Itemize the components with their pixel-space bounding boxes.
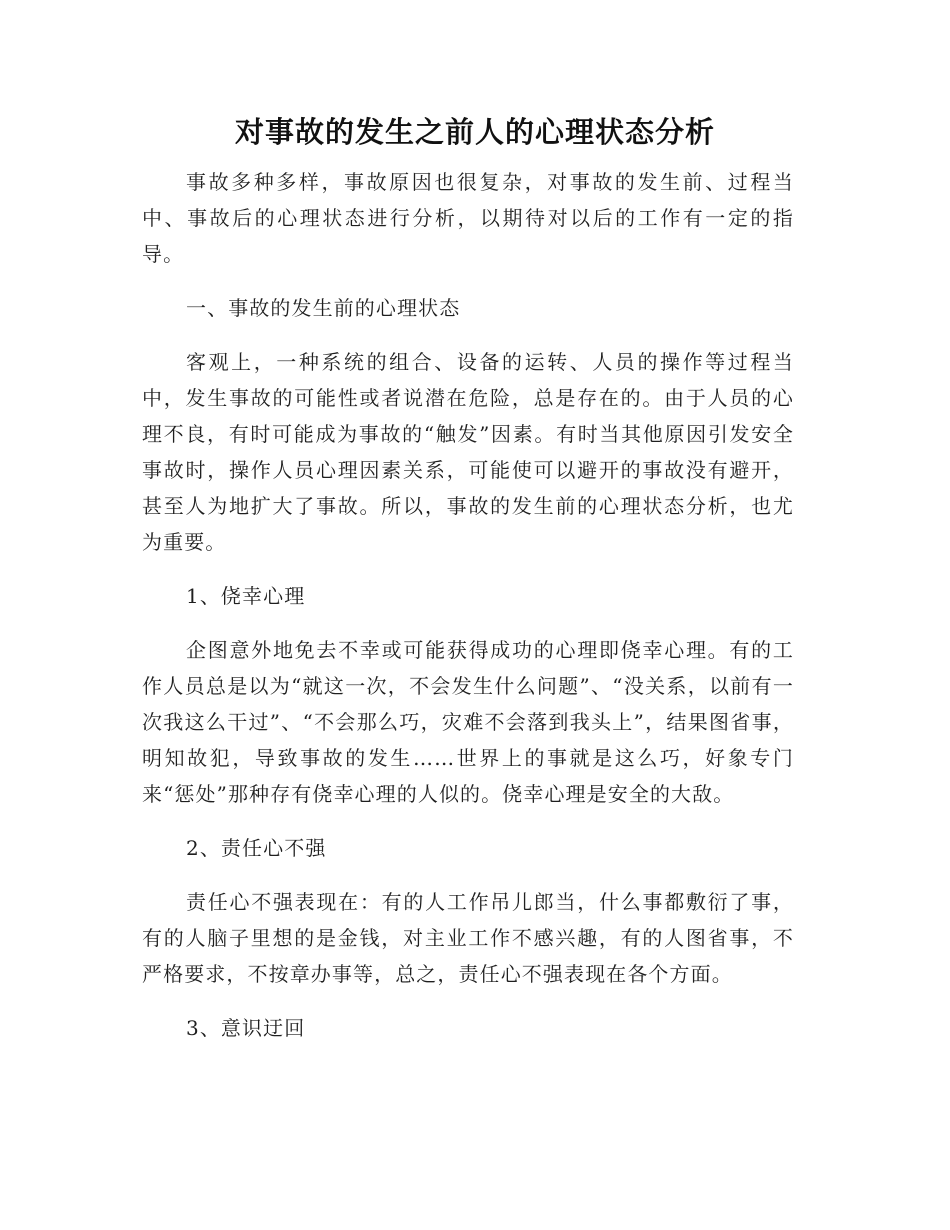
spacer [142,866,794,884]
spacer [142,272,794,290]
document-title: 对事故的发生之前人的心理状态分析 [234,115,715,149]
section-heading-1: 一、事故的发生前的心理状态 [186,296,461,320]
subheading-2: 2、责任心不强 [186,836,327,860]
subsection-1-paragraph: 企图意外地免去不幸或可能获得成功的心理即侥幸心理。有的工作人员总是以为“就这一次，不会发生什么问题”、“没关系，以前有一次我这么干过”、“不会那么巧，灾难不会落到我头上”，结果图省事，明知故犯，导致事故的发生……世界上的事就是这么巧，好象专门来“惩处”那种存有侥幸心理的人似的。侥幸心理是安全的大敌。 [142,638,794,806]
spacer [142,614,794,632]
spacer [142,326,794,344]
subsection-2-paragraph: 责任心不强表现在：有的人工作吊儿郎当，什么事都敷衍了事，有的人脑子里想的是金钱，对主业工作不感兴趣，有的人图省事，不严格要求，不按章办事等，总之，责任心不强表现在各个方面。 [142,890,794,986]
spacer [142,560,794,578]
spacer [142,992,794,1010]
document-body [142,164,794,1046]
subheading-1: 1、侥幸心理 [186,584,306,608]
section-1-paragraph: 客观上，一种系统的组合、设备的运转、人员的操作等过程当中，发生事故的可能性或者说潜在危险，总是存在的。由于人员的心理不良，有时可能成为事故的“触发”因素。有时当其他原因引发安全事故时，操作人员心理因素关系，可能使可以避开的事故没有避开，甚至人为地扩大了事故。所以，事故的发生前的心理状态分析，也尤为重要。 [142,350,794,554]
subheading-3: 3、意识迂回 [186,1016,306,1040]
spacer [142,812,794,830]
intro-paragraph: 事故多种多样，事故原因也很复杂，对事故的发生前、过程当中、事故后的心理状态进行分析，以期待对以后的工作有一定的指导。 [142,170,794,266]
